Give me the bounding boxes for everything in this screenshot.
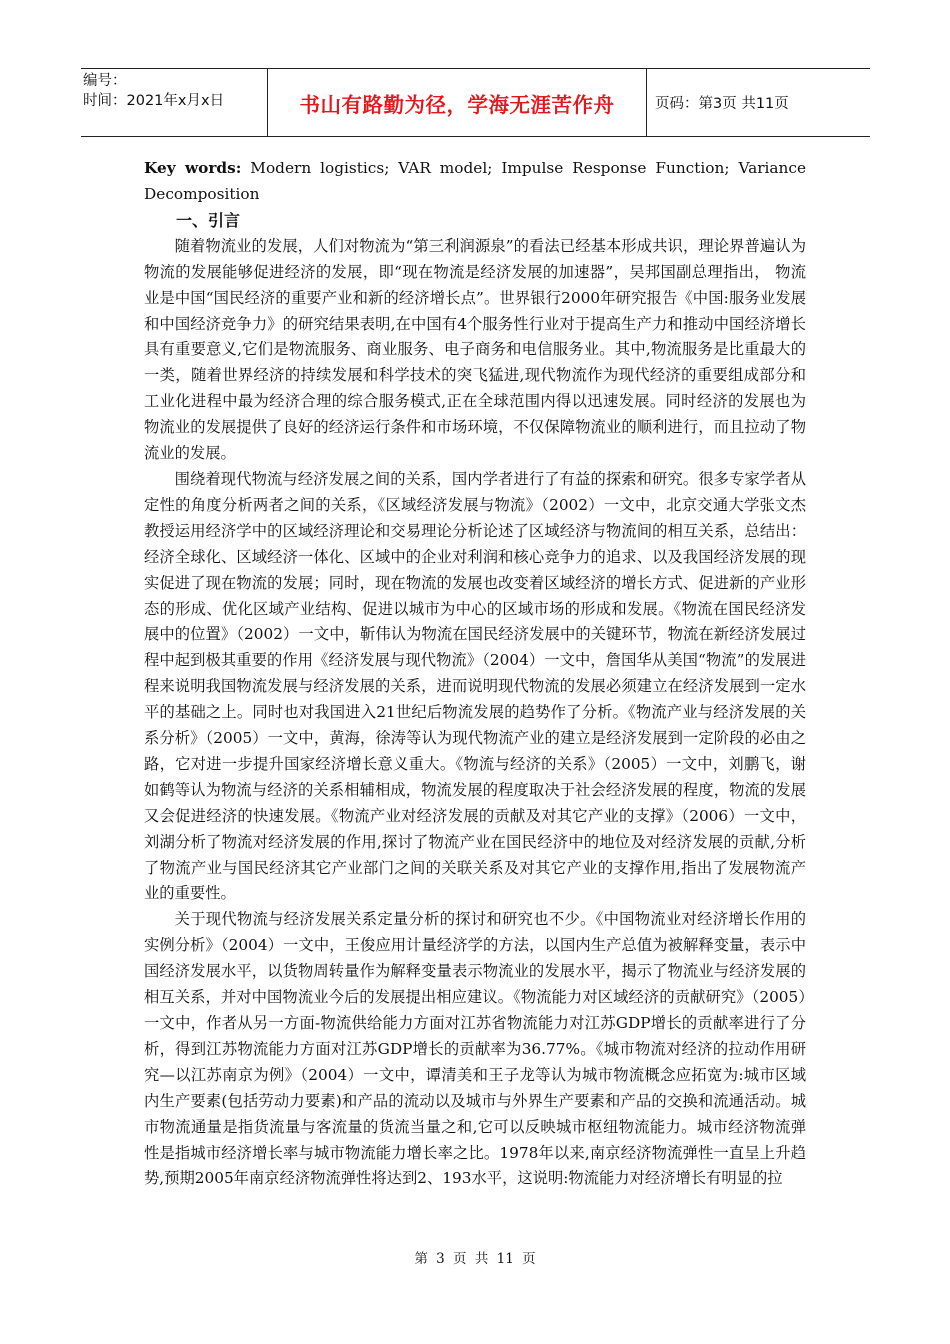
section-title: 一、引言 <box>176 210 241 230</box>
page-footer: 第 3 页 共 11 页 <box>414 1251 536 1267</box>
paragraph-1: 随着物流业的发展，人们对物流为“第三利润源泉”的看法已经基本形成共识，理论界普遍认为物流的发展能够促进经济的发展，即“现在物流是经济发展的加速器”，吴邦国副总理指出， 物流业是中国“国民经济的重要产业和新的经济增长点”。世界银行2000年研究报告《中国:服务业发展和中国经济竞争力》的研究结果表明,在中国有4个服务性行业对于提高生产力和推动中国经济增长具有重要意义,它们是物流服务、商业服务、电子商务和电信服务业。其中,物流服务是比重最大的一类，随着世界经济的持续发展和科学技术的突飞猛进,现代物流作为现代经济的重要组成部分和工业化进程中最为经济合理的综合服务模式,正在全球范围内得以迅速发展。同时经济的发展也为物流业的发展提供了良好的经济运行条件和市场环境，不仅保障物流业的顺利进行，而且拉动了物流业的发展。 <box>144 236 806 463</box>
document-time-label: 时间：2021年x月x日 <box>83 93 225 109</box>
page-header <box>81 68 870 137</box>
header-motto-cell <box>267 69 647 136</box>
document-body <box>144 156 806 1192</box>
header-motto: 书山有路勤为径，学海无涯苦作舟 <box>299 92 615 117</box>
header-meta <box>81 69 267 136</box>
keywords-line <box>144 156 806 208</box>
keywords-text: Modern logistics; VAR model; Impulse Response Function; Variance Decomposition <box>144 159 806 203</box>
paragraph-3: 关于现代物流与经济发展关系定量分析的探讨和研究也不少。《中国物流业对经济增长作用的实例分析》（2004）一文中，王俊应用计量经济学的方法，以国内生产总值为被解释变量，表示中国经济发展水平，以货物周转量作为解释变量表示物流业的发展水平，揭示了物流业与经济发展的相互关系，并对中国物流业今后的发展提出相应建议。《物流能力对区域经济的贡献研究》（2005）一文中，作者从另一方面-物流供给能力方面对江苏省物流能力对江苏GDP增长的贡献率进行了分析，得到江苏物流能力方面对江苏GDP增长的贡献率为36.77%。《城市物流对经济的拉动作用研究—以江苏南京为例》（2004）一文中，谭清美和王子龙等认为城市物流概念应拓宽为:城市区域内生产要素(包括劳动力要素)和产品的流动以及城市与外界生产要素和产品的交换和流通活动。城市物流通量是指货流量与客流量的货流当量之和,它可以反映城市枢纽物流能力。城市经济物流弹性是指城市经济增长率与城市物流能力增长率之比。1978年以来,南京经济物流弹性一直呈上升趋势,预期2005年南京经济物流弹性将达到2、193水平，这说明:物流能力对经济增长有明显的拉 <box>144 910 806 1188</box>
header-page-cell <box>647 69 870 136</box>
header-page-label: 页码：第3页 共11页 <box>655 96 789 112</box>
keywords-label: Key words: <box>144 159 242 177</box>
paragraph-2: 围绕着现代物流与经济发展之间的关系，国内学者进行了有益的探索和研究。很多专家学者从定性的角度分析两者之间的关系，《区域经济发展与物流》（2002）一文中，北京交通大学张文杰教授运用经济学中的区域经济理论和交易理论分析论述了区域经济与物流间的相互关系，总结出：经济全球化、区域经济一体化、区域中的企业对利润和核心竞争力的追求、以及我国经济发展的现实促进了现在物流的发展；同时，现在物流的发展也改变着区域经济的增长方式、促进新的产业形态的形成、优化区域产业结构、促进以城市为中心的区域市场的形成和发展。《物流在国民经济发展中的位置》（2002）一文中，靳伟认为物流在国民经济发展中的关键环节，物流在新经济发展过程中起到极其重要的作用《经济发展与现代物流》（2004）一文中，詹国华从美国“物流”的发展进程来说明我国物流发展与经济发展的关系，进而说明现代物流的发展必须建立在经济发展到一定水平的基础之上。同时也对我国进入21世纪后物流发展的趋势作了分析。《物流产业与经济发展的关系分析》（2005）一文中，黄海，徐涛等认为现代物流产业的建立是经济发展到一定阶段的必由之路，它对进一步提升国家经济增长意义重大。《物流与经济的关系》（2005）一文中，刘鹏飞，谢如鹤等认为物流与经济的关系相辅相成，物流发展的程度取决于社会经济发展的程度，物流的发展又会促进经济的快速发展。《物流产业对经济发展的贡献及对其它产业的支撑》（2006）一文中，刘湖分析了物流对经济发展的作用,探讨了物流产业在国民经济中的地位及对经济发展的贡献,分析了物流产业与国民经济其它产业部门之间的关联关系及对其它产业的支撑作用,指出了发展物流产业的重要性。 <box>144 469 806 903</box>
document-number-label: 编号： <box>83 73 127 89</box>
